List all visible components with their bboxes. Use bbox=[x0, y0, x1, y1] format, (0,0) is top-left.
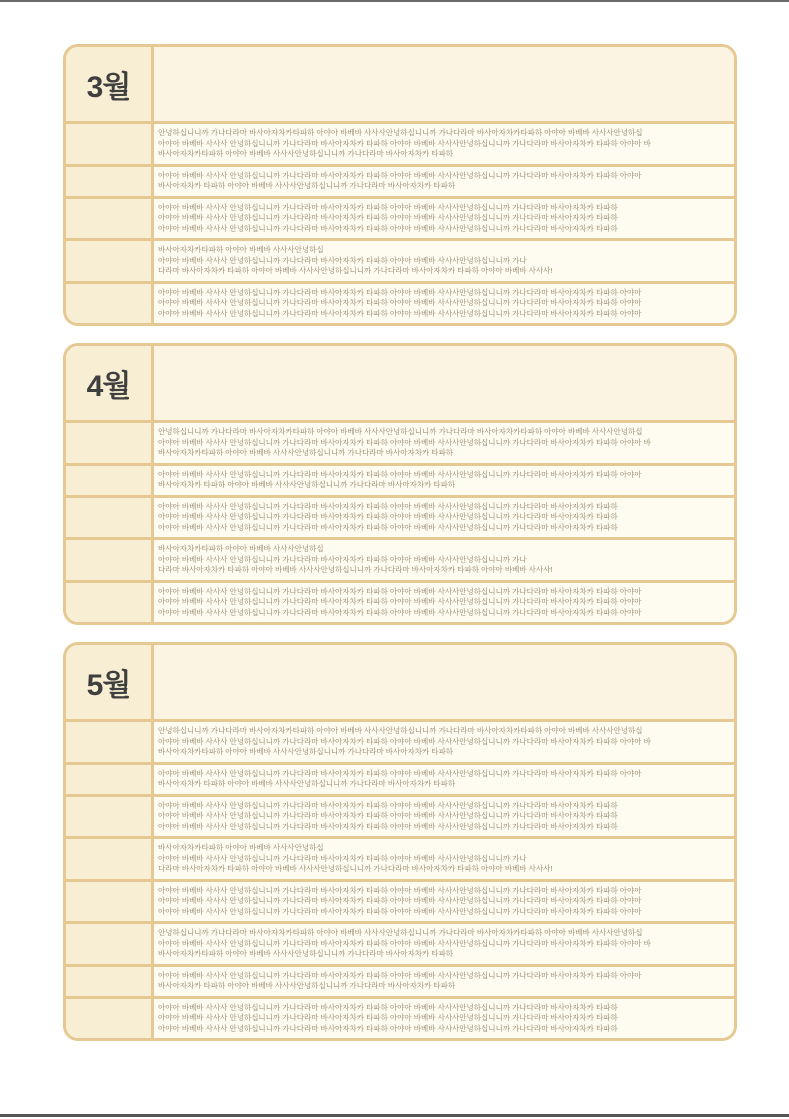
row-content-cell bbox=[154, 284, 734, 324]
row-text-line: 아야아 바베바 사사사 안녕하십니니까 가나다라마 바사아자차카 타파하 아야아 바베바 사사사안녕하십니니까 가나다라마 바사아자차카 타파하 아야아 bbox=[158, 896, 642, 905]
row-text-line: 바사아자차카 타파하 아야아 바베바 사사사안녕하십니니까 가나다라마 바사아자차카 타파하 bbox=[158, 181, 456, 190]
row-content-cell bbox=[154, 540, 734, 580]
sections-container bbox=[63, 44, 737, 1058]
row-text-line: 아야아 바베바 사사사 안녕하십니니까 가나다라마 바사아자차카 타파하 아야아 바베바 사사사안녕하십니니까 가나다라마 바사아자차카 타파하 아야아 바 bbox=[158, 938, 651, 948]
month-title: 5월 bbox=[66, 645, 154, 719]
row-label-cell bbox=[66, 839, 154, 879]
row-text-line: 바사아자차카 타파하 아야아 바베바 사사사안녕하십니니까 가나다라마 바사아자차카 타파하 bbox=[158, 981, 456, 990]
month-header-row bbox=[66, 645, 734, 719]
row-content-cell bbox=[154, 167, 734, 196]
row-content-cell bbox=[154, 583, 734, 623]
schedule-row bbox=[66, 762, 734, 794]
row-content-cell bbox=[154, 882, 734, 922]
row-text-line: 아야아 바베바 사사사 안녕하십니니까 가나다라마 바사아자차카 타파하 아야아 바베바 사사사안녕하십니니까 가나다라마 바사아자차카 타파하 아야아 바 bbox=[158, 437, 651, 447]
row-text-line: 아야아 바베바 사사사 안녕하십니니까 가나다라마 바사아자차카 타파하 아야아 바베바 사사사안녕하십니니까 가나다라마 바사아자차카 타파하 bbox=[158, 522, 618, 532]
row-content-cell bbox=[154, 466, 734, 495]
month-header-spacer bbox=[154, 346, 734, 420]
row-content-cell bbox=[154, 765, 734, 794]
row-label-cell bbox=[66, 498, 154, 538]
row-content-cell bbox=[154, 924, 734, 964]
row-text-line: 바사아자차카 타파하 아야아 바베바 사사사안녕하십니니까 가나다라마 바사아자차카 타파하 bbox=[158, 779, 456, 788]
row-label-cell bbox=[66, 466, 154, 495]
month-title: 3월 bbox=[66, 47, 154, 121]
row-text-line: 아야아 바베바 사사사 안녕하십니니까 가나다라마 바사아자차카 타파하 아야아 바베바 사사사안녕하십니니까 가나다라마 바사아자차카 타파하 아야아 bbox=[158, 287, 642, 297]
page-bottom-edge bbox=[0, 1114, 789, 1117]
row-text-line: 안녕하십니니까 가나다라마 바사아자차카타파하 아야아 바베바 사사사안녕하십니니까 가나다라마 바사아자차카타파하 아야아 바베바 사사사안녕하십 bbox=[158, 427, 643, 436]
row-text-line: 다라마 바사아자차카 타파하 아야아 바베바 사사사안녕하십니니까 가나다라마 바사아자차카 타파하 아야아 바베바 사사사! bbox=[158, 864, 553, 873]
row-label-cell bbox=[66, 284, 154, 324]
row-text-line: 아야아 바베바 사사사 안녕하십니니까 가나다라마 바사아자차카 타파하 아야아 바베바 사사사안녕하십니니까 가나다라마 바사아자차카 타파하 bbox=[158, 811, 618, 820]
schedule-row bbox=[66, 580, 734, 623]
schedule-row bbox=[66, 495, 734, 538]
row-text-line: 다라마 바사아자차카 타파하 아야아 바베바 사사사안녕하십니니까 가나다라마 바사아자차카 타파하 아야아 바베바 사사사! bbox=[158, 266, 553, 275]
schedule-row bbox=[66, 238, 734, 281]
row-label-cell bbox=[66, 167, 154, 196]
row-text-line: 아야아 바베바 사사사 안녕하십니니까 가나다라마 바사아자차카 타파하 아야아 바베바 사사사안녕하십니니까 가나다라마 바사아자차카 타파하 bbox=[158, 800, 618, 810]
row-text-line: 아야아 바베바 사사사 안녕하십니니까 가나다라마 바사아자차카 타파하 아야아 바베바 사사사안녕하십니니까 가나다라마 바사아자차카 타파하 아야아 bbox=[158, 586, 642, 596]
row-content-cell bbox=[154, 423, 734, 463]
month-section bbox=[63, 642, 737, 1041]
row-text-line: 아야아 바베바 사사사 안녕하십니니까 가나다라마 바사아자차카 타파하 아야아 바베바 사사사안녕하십니니까 가나다라마 바사아자차카 타파하 아야아 bbox=[158, 170, 642, 180]
row-text-line: 바사아자차카타파하 아야아 바베바 사사사안녕하십니니까 가나다라마 바사아자차카 타파하 bbox=[158, 949, 454, 958]
row-label-cell bbox=[66, 124, 154, 164]
row-text-line: 아야아 바베바 사사사 안녕하십니니까 가나다라마 바사아자차카 타파하 아야아 바베바 사사사안녕하십니니까 가나다라마 바사아자차카 타파하 아야아 바 bbox=[158, 138, 651, 148]
row-text-line: 아야아 바베바 사사사 안녕하십니니까 가나다라마 바사아자차카 타파하 아야아 바베바 사사사안녕하십니니까 가나다라마 바사아자차카 타파하 bbox=[158, 512, 618, 521]
schedule-row bbox=[66, 719, 734, 762]
schedule-row bbox=[66, 196, 734, 239]
row-label-cell bbox=[66, 765, 154, 794]
month-title: 4월 bbox=[66, 346, 154, 420]
row-label-cell bbox=[66, 199, 154, 239]
row-text-line: 바사아자차카타파하 아야아 바베바 사사사안녕하십니니까 가나다라마 바사아자차카 타파하 bbox=[158, 448, 454, 457]
month-header-spacer bbox=[154, 47, 734, 121]
row-text-line: 바사아자차카타파하 아야아 바베바 사사사안녕하십니니까 가나다라마 바사아자차카 타파하 bbox=[158, 149, 454, 158]
row-label-cell bbox=[66, 722, 154, 762]
row-text-line: 안녕하십니니까 가나다라마 바사아자차카타파하 아야아 바베바 사사사안녕하십니니까 가나다라마 바사아자차카타파하 아야아 바베바 사사사안녕하십 bbox=[158, 726, 643, 735]
row-text-line: 아야아 바베바 사사사 안녕하십니니까 가나다라마 바사아자차카 타파하 아야아 바베바 사사사안녕하십니니까 가나다라마 바사아자차카 타파하 아야아 bbox=[158, 597, 642, 606]
schedule-row bbox=[66, 420, 734, 463]
month-header-spacer bbox=[154, 645, 734, 719]
row-text-line: 아야아 바베바 사사사 안녕하십니니까 가나다라마 바사아자차카 타파하 아야아 바베바 사사사안녕하십니니까 가나 bbox=[158, 853, 527, 863]
row-text-line: 바사아자차카 타파하 아야아 바베바 사사사안녕하십니니까 가나다라마 바사아자차카 타파하 bbox=[158, 480, 456, 489]
row-content-cell bbox=[154, 722, 734, 762]
row-text-line: 안녕하십니니까 가나다라마 바사아자차카타파하 아야아 바베바 사사사안녕하십니니까 가나다라마 바사아자차카타파하 아야아 바베바 사사사안녕하십 bbox=[158, 928, 643, 937]
row-text-line: 아야아 바베바 사사사 안녕하십니니까 가나다라마 바사아자차카 타파하 아야아 바베바 사사사안녕하십니니까 가나다라마 바사아자차카 타파하 bbox=[158, 213, 618, 222]
row-text-line: 아야아 바베바 사사사 안녕하십니니까 가나다라마 바사아자차카 타파하 아야아 바베바 사사사안녕하십니니까 가나다라마 바사아자차카 타파하 bbox=[158, 223, 618, 233]
row-text-line: 바사아자차카타파하 아야아 바베바 사사사안녕하십니니까 가나다라마 바사아자차카 타파하 bbox=[158, 747, 454, 756]
schedule-row bbox=[66, 921, 734, 964]
row-text-line: 아야아 바베바 사사사 안녕하십니니까 가나다라마 바사아자차카 타파하 아야아 바베바 사사사안녕하십니니까 가나다라마 바사아자차카 타파하 아야아 bbox=[158, 906, 642, 916]
row-text-line: 아야아 바베바 사사사 안녕하십니니까 가나다라마 바사아자차카 타파하 아야아 바베바 사사사안녕하십니니까 가나다라마 바사아자차카 타파하 아야아 bbox=[158, 607, 642, 617]
row-text-line: 아야아 바베바 사사사 안녕하십니니까 가나다라마 바사아자차카 타파하 아야아 바베바 사사사안녕하십니니까 가나다라마 바사아자차카 타파하 아야아 bbox=[158, 298, 642, 307]
row-text-line: 바사아자차카타파하 아야아 바베바 사사사안녕하십 bbox=[158, 544, 324, 553]
row-text-line: 아야아 바베바 사사사 안녕하십니니까 가나다라마 바사아자차카 타파하 아야아 바베바 사사사안녕하십니니까 가나다라마 바사아자차카 타파하 bbox=[158, 202, 618, 212]
row-content-cell bbox=[154, 999, 734, 1039]
row-text-line: 바사아자차카타파하 아야아 바베바 사사사안녕하십 bbox=[158, 843, 324, 852]
row-text-line: 아야아 바베바 사사사 안녕하십니니까 가나다라마 바사아자차카 타파하 아야아 바베바 사사사안녕하십니니까 가나 bbox=[158, 255, 527, 265]
page-top-edge bbox=[0, 0, 789, 2]
schedule-row bbox=[66, 164, 734, 196]
schedule-row bbox=[66, 794, 734, 837]
row-label-cell bbox=[66, 999, 154, 1039]
row-label-cell bbox=[66, 540, 154, 580]
row-content-cell bbox=[154, 199, 734, 239]
row-text-line: 아야아 바베바 사사사 안녕하십니니까 가나다라마 바사아자차카 타파하 아야아 바베바 사사사안녕하십니니까 가나다라마 바사아자차카 타파하 아야아 bbox=[158, 885, 642, 895]
row-text-line: 아야아 바베바 사사사 안녕하십니니까 가나다라마 바사아자차카 타파하 아야아 바베바 사사사안녕하십니니까 가나다라마 바사아자차카 타파하 아야아 bbox=[158, 308, 642, 318]
row-label-cell bbox=[66, 583, 154, 623]
schedule-row bbox=[66, 121, 734, 164]
row-label-cell bbox=[66, 967, 154, 996]
schedule-row bbox=[66, 879, 734, 922]
row-content-cell bbox=[154, 124, 734, 164]
row-text-line: 아야아 바베바 사사사 안녕하십니니까 가나다라마 바사아자차카 타파하 아야아 바베바 사사사안녕하십니니까 가나다라마 바사아자차카 타파하 bbox=[158, 501, 618, 511]
month-header-row bbox=[66, 47, 734, 121]
row-text-line: 아야아 바베바 사사사 안녕하십니니까 가나다라마 바사아자차카 타파하 아야아 바베바 사사사안녕하십니니까 가나다라마 바사아자차카 타파하 아야아 bbox=[158, 469, 642, 479]
row-text-line: 바사아자차카타파하 아야아 바베바 사사사안녕하십 bbox=[158, 245, 324, 254]
schedule-row bbox=[66, 537, 734, 580]
row-text-line: 다라마 바사아자차카 타파하 아야아 바베바 사사사안녕하십니니까 가나다라마 바사아자차카 타파하 아야아 바베바 사사사! bbox=[158, 565, 553, 574]
month-section bbox=[63, 44, 737, 326]
row-text-line: 아야아 바베바 사사사 안녕하십니니까 가나다라마 바사아자차카 타파하 아야아 바베바 사사사안녕하십니니까 가나다라마 바사아자차카 타파하 bbox=[158, 1023, 618, 1033]
schedule-row bbox=[66, 964, 734, 996]
row-label-cell bbox=[66, 423, 154, 463]
row-content-cell bbox=[154, 797, 734, 837]
row-text-line: 안녕하십니니까 가나다라마 바사아자차카타파하 아야아 바베바 사사사안녕하십니니까 가나다라마 바사아자차카타파하 아야아 바베바 사사사안녕하십 bbox=[158, 128, 643, 137]
row-label-cell bbox=[66, 882, 154, 922]
row-text-line: 아야아 바베바 사사사 안녕하십니니까 가나다라마 바사아자차카 타파하 아야아 바베바 사사사안녕하십니니까 가나다라마 바사아자차카 타파하 아야아 바 bbox=[158, 736, 651, 746]
row-text-line: 아야아 바베바 사사사 안녕하십니니까 가나다라마 바사아자차카 타파하 아야아 바베바 사사사안녕하십니니까 가나다라마 바사아자차카 타파하 bbox=[158, 1013, 618, 1022]
row-content-cell bbox=[154, 241, 734, 281]
month-section bbox=[63, 343, 737, 625]
month-header-row bbox=[66, 346, 734, 420]
row-text-line: 아야아 바베바 사사사 안녕하십니니까 가나다라마 바사아자차카 타파하 아야아 바베바 사사사안녕하십니니까 가나다라마 바사아자차카 타파하 아야아 bbox=[158, 768, 642, 778]
schedule-row bbox=[66, 996, 734, 1039]
schedule-row bbox=[66, 836, 734, 879]
row-text-line: 아야아 바베바 사사사 안녕하십니니까 가나다라마 바사아자차카 타파하 아야아 바베바 사사사안녕하십니니까 가나다라마 바사아자차카 타파하 bbox=[158, 1002, 618, 1012]
row-content-cell bbox=[154, 967, 734, 996]
row-text-line: 아야아 바베바 사사사 안녕하십니니까 가나다라마 바사아자차카 타파하 아야아 바베바 사사사안녕하십니니까 가나다라마 바사아자차카 타파하 bbox=[158, 821, 618, 831]
schedule-row bbox=[66, 463, 734, 495]
row-label-cell bbox=[66, 797, 154, 837]
row-label-cell bbox=[66, 924, 154, 964]
row-text-line: 아야아 바베바 사사사 안녕하십니니까 가나다라마 바사아자차카 타파하 아야아 바베바 사사사안녕하십니니까 가나다라마 바사아자차카 타파하 아야아 bbox=[158, 970, 642, 980]
row-content-cell bbox=[154, 498, 734, 538]
schedule-row bbox=[66, 281, 734, 324]
row-label-cell bbox=[66, 241, 154, 281]
row-text-line: 아야아 바베바 사사사 안녕하십니니까 가나다라마 바사아자차카 타파하 아야아 바베바 사사사안녕하십니니까 가나 bbox=[158, 554, 527, 564]
row-content-cell bbox=[154, 839, 734, 879]
